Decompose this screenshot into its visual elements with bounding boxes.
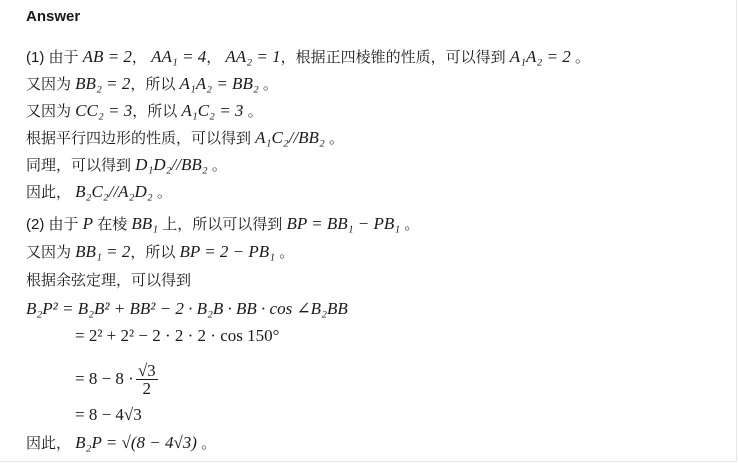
math-expr: BB₁ = 2 (75, 242, 131, 261)
math-expr: = 8 − 8 · (75, 369, 134, 388)
line-text: 因此， (26, 184, 76, 201)
line-text: ，所以 (132, 103, 182, 120)
math-expr: A₁C₂ = 3 (181, 101, 244, 120)
line-text: 又因为 (26, 244, 76, 261)
fraction-denominator: 2 (142, 379, 152, 399)
solution-line-3 (26, 100, 263, 122)
math-expr: A₁A₂ = 2 (509, 47, 571, 66)
solution-line-6 (26, 181, 172, 203)
solution-line-4 (26, 127, 344, 149)
line-text: (2) 由于 (26, 216, 83, 233)
derivation-line-2 (75, 325, 279, 347)
derivation-line-4 (75, 404, 142, 426)
line-text: 。 (196, 435, 217, 452)
math-expr: = 8 − 4√3 (75, 405, 142, 424)
math-expr: B₂P = √(8 − 4√3) (75, 433, 197, 452)
line-text: 。 (570, 49, 590, 66)
line-text: ，所以 (130, 244, 180, 261)
fraction (136, 362, 158, 397)
line-text: ，所以 (130, 76, 180, 93)
line-text: 又因为 (26, 76, 76, 93)
line-text: 同理，可以得到 (26, 157, 136, 174)
line-text: 根据余弦定理，可以得到 (26, 272, 192, 289)
line-text: 因此， (26, 435, 76, 452)
line-text: 。 (275, 244, 295, 261)
math-expr: B₂P² = B₂B² + BB² − 2 · B₂B · BB · cos ∠B₂BB (26, 299, 348, 318)
math-expr: A₁A₂ = BB₂ (179, 74, 259, 93)
math-expr: BP = 2 − PB₁ (179, 242, 276, 261)
solution-line-7 (26, 213, 419, 235)
math-expr: AA₂ = 1 (225, 47, 281, 66)
fraction-numerator: √3 (137, 361, 156, 381)
line-text: 。 (243, 103, 263, 120)
line-text: ， (131, 49, 152, 66)
solution-line-5 (26, 154, 227, 176)
line-text: ， (206, 49, 226, 66)
math-expr: BP = BB₁ − PB₁ (286, 214, 401, 233)
math-expr: A₁C₂//BB₂ (255, 128, 325, 147)
math-expr: BB₂ = 2 (75, 74, 131, 93)
math-expr: AB = 2 (82, 47, 132, 66)
line-text: 。 (258, 76, 278, 93)
math-expr: B₂C₂//A₂D₂ (75, 182, 153, 201)
line-text: 。 (400, 216, 420, 233)
answer-heading: Answer (26, 8, 81, 25)
math-expr: AA₁ = 4 (151, 47, 207, 66)
line-text: (1) 由于 (26, 49, 83, 66)
derivation-line-1 (26, 298, 348, 320)
math-expr: D₁D₂//BB₂ (135, 155, 208, 174)
conclusion-line (26, 432, 216, 454)
solution-line-1 (26, 46, 590, 68)
math-expr: = 2² + 2² − 2 · 2 · 2 · cos 150° (75, 326, 280, 345)
line-text: 在棱 (93, 216, 132, 233)
math-expr: BB₁ (131, 214, 159, 233)
line-text: 上，所以可以得到 (158, 216, 287, 233)
line-text: 。 (207, 157, 227, 174)
line-text: 又因为 (26, 103, 76, 120)
math-expr: CC₂ = 3 (75, 101, 133, 120)
solution-line-9 (26, 270, 191, 292)
line-text: 根据平行四边形的性质，可以得到 (26, 130, 256, 147)
math-expr: P (82, 214, 94, 233)
line-text: 。 (152, 184, 172, 201)
derivation-line-3 (75, 361, 158, 399)
line-text: ，根据正四棱锥的性质，可以得到 (280, 49, 510, 66)
line-text: 。 (324, 130, 345, 147)
solution-line-2 (26, 73, 278, 95)
solution-line-8 (26, 241, 294, 263)
